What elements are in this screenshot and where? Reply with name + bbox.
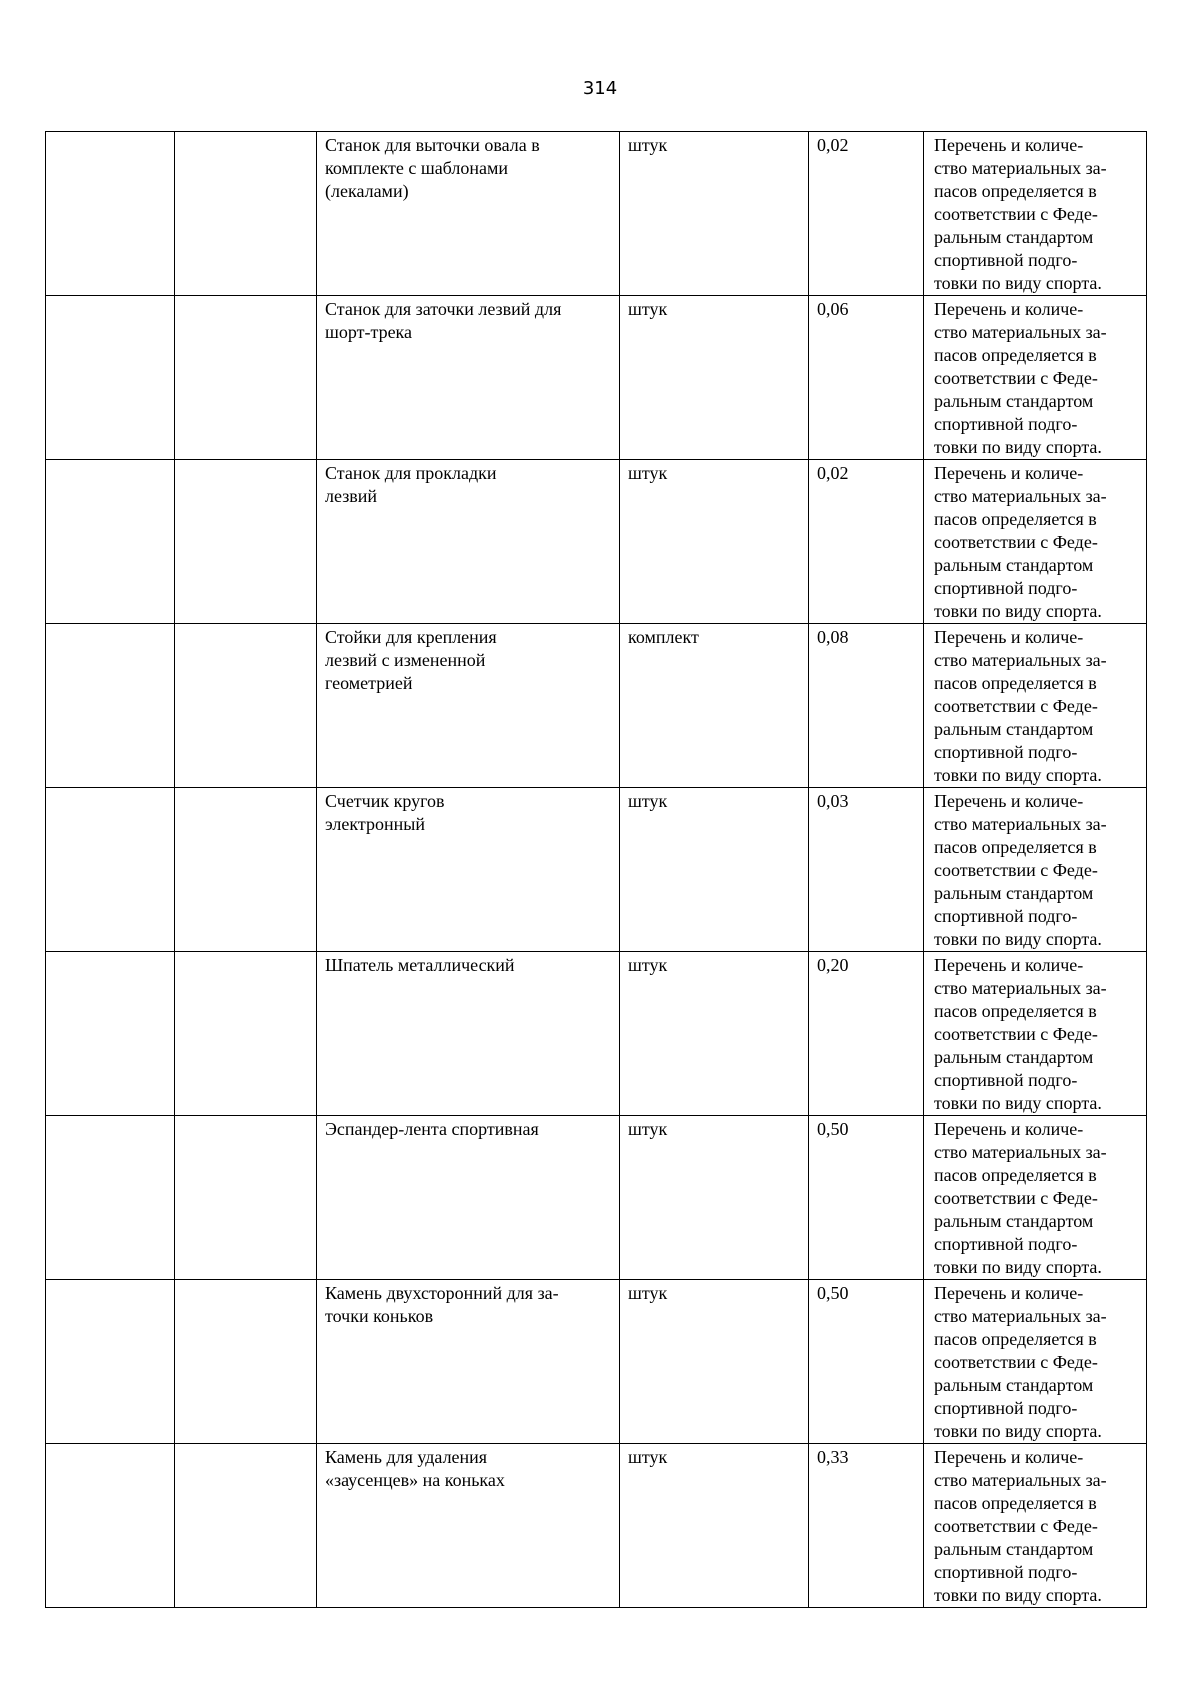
cell-sport-stage	[175, 1116, 317, 1280]
note-line: товки по виду спорта.	[934, 601, 1102, 621]
note-line: соответствии с Феде-	[934, 532, 1098, 552]
note-line: Перечень и количе-	[934, 627, 1084, 647]
note-line: пасов определяется в	[934, 1001, 1097, 1021]
note-line: пасов определяется в	[934, 509, 1097, 529]
note-line: пасов определяется в	[934, 1329, 1097, 1349]
note-line: пасов определяется в	[934, 1165, 1097, 1185]
note-line: ральным стандартом	[934, 391, 1094, 411]
cell-unit: штук	[620, 952, 809, 1116]
note-line: Перечень и количе-	[934, 1119, 1084, 1139]
cell-sport-stage	[175, 1280, 317, 1444]
cell-number	[46, 624, 175, 788]
note-line: товки по виду спорта.	[934, 1421, 1102, 1441]
note-line: Перечень и количе-	[934, 791, 1084, 811]
note-line: пасов определяется в	[934, 837, 1097, 857]
cell-quantity: 0,03	[809, 788, 924, 952]
cell-number	[46, 1280, 175, 1444]
cell-quantity: 0,02	[809, 460, 924, 624]
cell-sport-stage	[175, 460, 317, 624]
note-line: спортивной подго-	[934, 1234, 1078, 1254]
note-line: ство материальных за-	[934, 1470, 1107, 1490]
cell-number	[46, 460, 175, 624]
note-line: ральным стандартом	[934, 883, 1094, 903]
equipment-name-line: Станок для заточки лезвий для	[325, 299, 562, 319]
cell-sport-stage	[175, 952, 317, 1116]
cell-sport-stage	[175, 132, 317, 296]
cell-quantity: 0,20	[809, 952, 924, 1116]
equipment-name-line: Шпатель металлический	[325, 955, 515, 975]
cell-equipment-name	[317, 296, 620, 460]
cell-quantity: 0,50	[809, 1280, 924, 1444]
note-line: спортивной подго-	[934, 906, 1078, 926]
equipment-name-line: Станок для выточки овала в	[325, 135, 540, 155]
table-row	[46, 132, 1147, 296]
note-line: соответствии с Феде-	[934, 1024, 1098, 1044]
note-line: спортивной подго-	[934, 250, 1078, 270]
note-line: Перечень и количе-	[934, 1283, 1084, 1303]
note-line: ство материальных за-	[934, 978, 1107, 998]
cell-unit: штук	[620, 460, 809, 624]
cell-sport-stage	[175, 1444, 317, 1608]
cell-unit: штук	[620, 1444, 809, 1608]
note-line: спортивной подго-	[934, 1562, 1078, 1582]
table-row	[46, 296, 1147, 460]
note-line: ральным стандартом	[934, 1539, 1094, 1559]
table-body	[46, 132, 1147, 1608]
equipment-name-line: комплекте с шаблонами	[325, 158, 509, 178]
cell-equipment-name	[317, 132, 620, 296]
note-line: ральным стандартом	[934, 555, 1094, 575]
cell-unit: штук	[620, 1280, 809, 1444]
note-line: соответствии с Феде-	[934, 368, 1098, 388]
cell-quantity: 0,33	[809, 1444, 924, 1608]
note-line: пасов определяется в	[934, 345, 1097, 365]
note-line: соответствии с Феде-	[934, 1352, 1098, 1372]
equipment-name-line: Камень двухсторонний для за-	[325, 1283, 559, 1303]
table-row	[46, 1280, 1147, 1444]
note-line: Перечень и количе-	[934, 135, 1084, 155]
cell-equipment-name	[317, 1280, 620, 1444]
equipment-name-line: Эспандер-лента спортивная	[325, 1119, 539, 1139]
cell-number	[46, 296, 175, 460]
note-line: спортивной подго-	[934, 1398, 1078, 1418]
equipment-name-line: Стойки для крепления	[325, 627, 497, 647]
cell-unit: штук	[620, 132, 809, 296]
table-row	[46, 460, 1147, 624]
note-line: ство материальных за-	[934, 650, 1107, 670]
equipment-table	[45, 131, 1147, 1608]
note-line: товки по виду спорта.	[934, 929, 1102, 949]
table-row	[46, 788, 1147, 952]
note-line: соответствии с Феде-	[934, 860, 1098, 880]
cell-equipment-name	[317, 952, 620, 1116]
page-number: 314	[582, 78, 618, 99]
equipment-name-line: Камень для удаления	[325, 1447, 488, 1467]
note-line: ство материальных за-	[934, 1306, 1107, 1326]
table-row	[46, 1444, 1147, 1608]
note-line: соответствии с Феде-	[934, 1516, 1098, 1536]
equipment-name-line: «заусенцев» на коньках	[325, 1470, 505, 1490]
note-line: спортивной подго-	[934, 1070, 1078, 1090]
note-line: спортивной подго-	[934, 742, 1078, 762]
note-line: ство материальных за-	[934, 158, 1107, 178]
note-line: Перечень и количе-	[934, 299, 1084, 319]
note-line: товки по виду спорта.	[934, 1257, 1102, 1277]
cell-note	[924, 1444, 1147, 1608]
cell-equipment-name	[317, 1444, 620, 1608]
cell-unit: штук	[620, 296, 809, 460]
equipment-name-line: электронный	[325, 814, 425, 834]
note-line: пасов определяется в	[934, 181, 1097, 201]
note-line: соответствии с Феде-	[934, 204, 1098, 224]
equipment-name-line: геометрией	[325, 673, 413, 693]
note-line: ральным стандартом	[934, 719, 1094, 739]
note-line: ральным стандартом	[934, 1211, 1094, 1231]
cell-sport-stage	[175, 788, 317, 952]
note-line: товки по виду спорта.	[934, 765, 1102, 785]
cell-note	[924, 1280, 1147, 1444]
table-row	[46, 952, 1147, 1116]
note-line: товки по виду спорта.	[934, 437, 1102, 457]
cell-note	[924, 1116, 1147, 1280]
cell-equipment-name	[317, 624, 620, 788]
cell-note	[924, 460, 1147, 624]
cell-equipment-name	[317, 1116, 620, 1280]
equipment-name-line: Станок для прокладки	[325, 463, 497, 483]
cell-note	[924, 952, 1147, 1116]
equipment-name-line: лезвий с измененной	[325, 650, 486, 670]
cell-number	[46, 1116, 175, 1280]
note-line: товки по виду спорта.	[934, 273, 1102, 293]
note-line: ство материальных за-	[934, 1142, 1107, 1162]
note-line: спортивной подго-	[934, 578, 1078, 598]
cell-unit: комплект	[620, 624, 809, 788]
note-line: Перечень и количе-	[934, 463, 1084, 483]
cell-note	[924, 788, 1147, 952]
note-line: товки по виду спорта.	[934, 1093, 1102, 1113]
cell-note	[924, 624, 1147, 788]
note-line: ство материальных за-	[934, 322, 1107, 342]
equipment-name-line: Счетчик кругов	[325, 791, 445, 811]
cell-quantity: 0,02	[809, 132, 924, 296]
cell-equipment-name	[317, 460, 620, 624]
note-line: Перечень и количе-	[934, 1447, 1084, 1467]
cell-quantity: 0,08	[809, 624, 924, 788]
cell-equipment-name	[317, 788, 620, 952]
note-line: ство материальных за-	[934, 486, 1107, 506]
note-line: ральным стандартом	[934, 1047, 1094, 1067]
note-line: спортивной подго-	[934, 414, 1078, 434]
cell-number	[46, 788, 175, 952]
note-line: пасов определяется в	[934, 673, 1097, 693]
cell-unit: штук	[620, 788, 809, 952]
note-line: товки по виду спорта.	[934, 1585, 1102, 1605]
cell-unit: штук	[620, 1116, 809, 1280]
note-line: ральным стандартом	[934, 1375, 1094, 1395]
equipment-name-line: шорт-трека	[325, 322, 413, 342]
cell-quantity: 0,50	[809, 1116, 924, 1280]
cell-note	[924, 132, 1147, 296]
cell-sport-stage	[175, 296, 317, 460]
equipment-name-line: лезвий	[325, 486, 378, 506]
cell-number	[46, 1444, 175, 1608]
note-line: Перечень и количе-	[934, 955, 1084, 975]
note-line: пасов определяется в	[934, 1493, 1097, 1513]
cell-quantity: 0,06	[809, 296, 924, 460]
note-line: соответствии с Феде-	[934, 1188, 1098, 1208]
table-row	[46, 624, 1147, 788]
note-line: ральным стандартом	[934, 227, 1094, 247]
equipment-name-line: точки коньков	[325, 1306, 434, 1326]
note-line: ство материальных за-	[934, 814, 1107, 834]
equipment-name-line: (лекалами)	[325, 181, 409, 201]
cell-number	[46, 132, 175, 296]
cell-sport-stage	[175, 624, 317, 788]
cell-number	[46, 952, 175, 1116]
table-row	[46, 1116, 1147, 1280]
note-line: соответствии с Феде-	[934, 696, 1098, 716]
cell-note	[924, 296, 1147, 460]
